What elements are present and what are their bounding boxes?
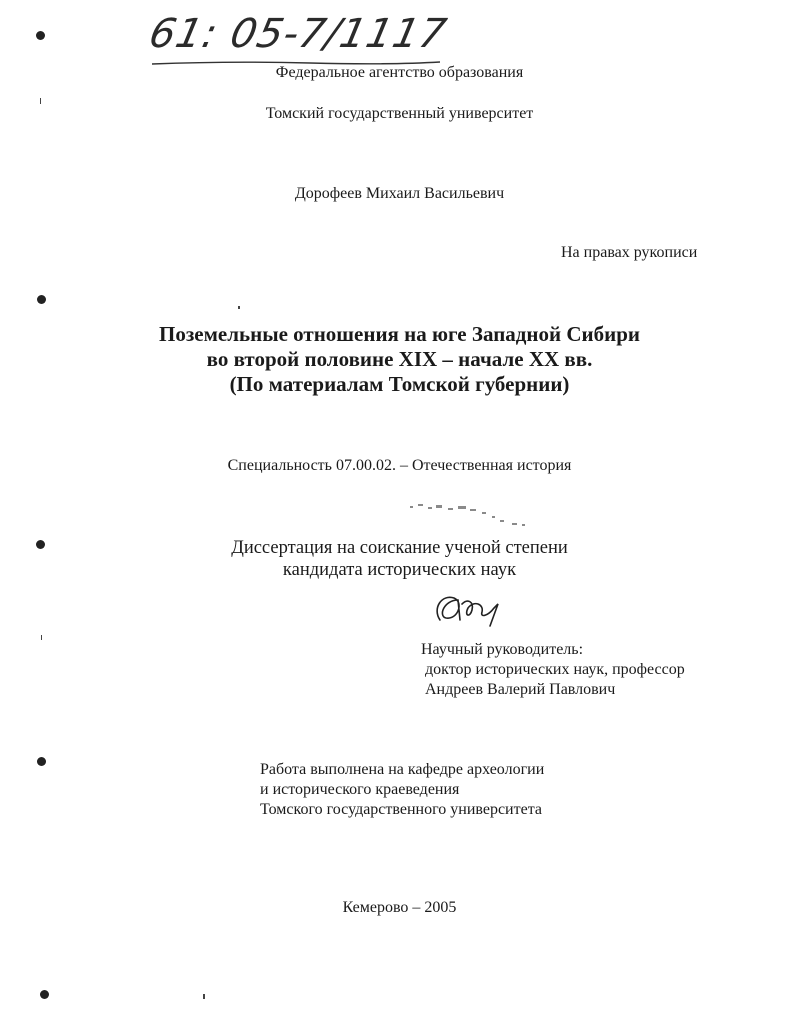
archive-number: 61: 05-7/1117 xyxy=(145,11,452,57)
city-year: Кемерово – 2005 xyxy=(342,899,457,916)
title-line: (По материалам Томской губернии) xyxy=(229,372,570,396)
specialty: Специальность 07.00.02. – Отечественная история xyxy=(227,457,572,474)
signature xyxy=(428,590,518,632)
thesis-line: кандидата исторических наук xyxy=(282,560,517,580)
binding-hole-mark xyxy=(40,990,49,999)
title-line: во второй половине XIX – начале XX вв. xyxy=(206,347,593,371)
supervisor-block xyxy=(421,640,685,700)
binding-hole-mark xyxy=(37,295,46,304)
supervisor-degree: доктор исторических наук, профессор xyxy=(425,661,685,678)
rights-note: На правах рукописи xyxy=(561,244,698,261)
author-name: Дорофеев Михаил Васильевич xyxy=(294,185,505,202)
institution-line: Томского государственного университета xyxy=(260,801,542,818)
binding-hole-mark xyxy=(37,757,46,766)
scan-speck xyxy=(41,635,42,640)
title-line: Поземельные отношения на юге Западной Сибири xyxy=(158,322,641,346)
thesis-line: Диссертация на соискание ученой степени xyxy=(231,538,568,558)
binding-hole-mark xyxy=(36,540,45,549)
institution-line: Работа выполнена на кафедре археологии xyxy=(260,761,545,778)
faded-stamp-mark xyxy=(400,498,540,532)
agency-name: Федеральное агентство образования xyxy=(275,64,524,81)
scan-speck xyxy=(203,994,205,999)
scan-speck xyxy=(238,306,240,309)
thesis-statement xyxy=(0,537,799,581)
institution-block xyxy=(260,760,544,820)
supervisor-name: Андреев Валерий Павлович xyxy=(425,681,616,698)
university-name: Томский государственный университет xyxy=(265,105,534,122)
scan-speck xyxy=(40,98,41,104)
supervisor-label: Научный руководитель: xyxy=(421,641,584,658)
binding-hole-mark xyxy=(36,31,45,40)
institution-line: и исторического краеведения xyxy=(260,781,460,798)
dissertation-title xyxy=(0,322,799,397)
